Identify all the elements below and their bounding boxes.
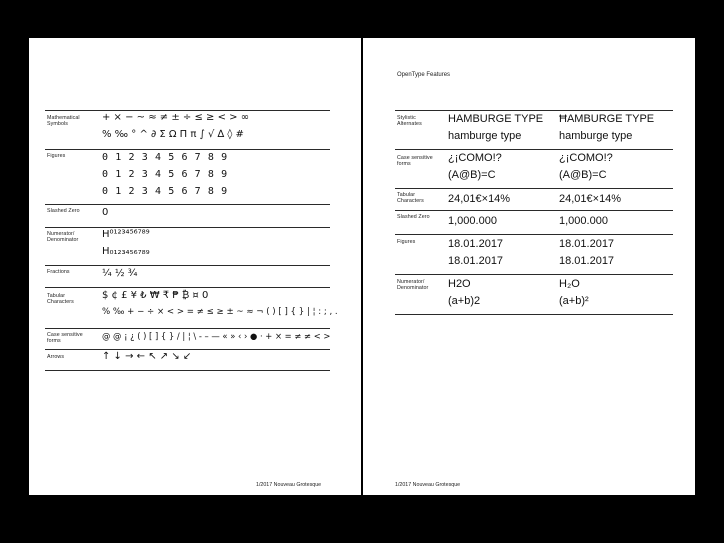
sample-feature: ĦAMBURGE TYPE [559,113,655,125]
sample-default: ¿¡COMO!? [448,152,502,164]
row-divider [395,110,673,111]
row-divider [395,234,673,235]
row-label: Stylistic Alternates [397,115,422,128]
row-divider [395,149,673,150]
row-label: Case sensitive forms [47,332,83,345]
row-label: Numerator/ Denominator [47,231,79,244]
row-divider [45,110,330,111]
row-label: Mathematical Symbols [47,115,80,128]
row-divider [395,188,673,189]
glyph-line: % ‰ ° ^ ∂ Σ Ω Π π ∫ √ ∆ ◊ # [102,129,244,140]
sample-feature: (A@B)=C [559,169,607,181]
row-divider [45,204,330,205]
glyph-line: $ ¢ £ ¥ ₺ ₩ ₹ ₱ ₿ ¤ 0 [102,290,209,301]
row-divider [45,149,330,150]
sample-default: HAMBURGE TYPE [448,113,544,125]
sample-default: 18.01.2017 [448,238,504,250]
row-label: Figures [47,153,66,159]
row-label: Tabular Characters [47,293,74,306]
row-divider [45,227,330,228]
row-label: Figures [397,239,416,245]
glyph-line: 0 1 2 3 4 5 6 7 8 9 [102,152,228,163]
page-footer: 1/2017 Nouveau Grotesque [256,482,322,488]
page-header: OpenType Features [397,72,451,78]
row-label: Tabular Characters [397,192,424,205]
sample-feature: 1,000.000 [559,215,608,227]
row-label: Slashed Zero [397,214,430,220]
row-divider [45,349,330,350]
page-footer: 1/2017 Nouveau Grotesque [395,482,461,488]
row-label: Fractions [47,269,70,275]
glyph-line: % ‰ + − ÷ × < > = ≠ ≤ ≥ ± ~ ≈ ¬ ( ) [ ] { } | ¦ : ; , . [102,307,338,317]
row-divider [45,287,330,288]
sample-feature: 18.01.2017 [559,255,615,267]
sample-feature: H₂O [559,278,580,290]
sample-default: H2O [448,278,471,290]
row-divider [45,370,330,371]
row-label: Numerator/ Denominator [397,279,429,292]
sample-default: 18.01.2017 [448,255,504,267]
row-label: Slashed Zero [47,208,80,214]
glyph-line: ¼ ½ ¾ [102,268,138,279]
glyph-line: H⁰¹²³⁴⁵⁶⁷⁸⁹ [102,229,150,240]
sample-default: (a+b)2 [448,295,481,307]
glyph-line: 0 1 2 3 4 5 6 7 8 9 [102,186,228,197]
glyph-line: + × − ~ ≈ ≠ ± ÷ ≤ ≥ < > ∞ [102,112,250,123]
row-divider [395,274,673,275]
glyph-line: 0 [102,207,109,218]
right-page [363,38,695,495]
sample-feature: 24,01€×14% [559,193,622,205]
sample-feature: hamburge type [559,130,633,142]
row-divider [45,328,330,329]
glyph-line: ↑ ↓ → ← ↖ ↗ ↘ ↙ [102,351,192,362]
sample-feature: 18.01.2017 [559,238,615,250]
left-page [29,38,361,495]
sample-default: (A@B)=C [448,169,496,181]
glyph-line: @ @ ¡ ¿ ( ) [ ] { } / | ¦ \ - – — « » ‹ › ● · + × = ≠ ≠ < > [102,331,331,341]
sample-feature: (a+b)² [559,295,589,307]
sample-default: hamburge type [448,130,522,142]
glyph-line: H₀₁₂₃₄₅₆₇₈₉ [102,246,150,257]
row-label: Case sensitive forms [397,155,433,168]
row-label: Arrows [47,354,65,360]
sample-default: 24,01€×14% [448,193,511,205]
row-divider [395,210,673,211]
glyph-line: 0 1 2 3 4 5 6 7 8 9 [102,169,228,180]
row-divider [395,314,673,315]
sample-feature: ¿¡COMO!? [559,152,613,164]
sample-default: 1,000.000 [448,215,497,227]
row-divider [45,265,330,266]
